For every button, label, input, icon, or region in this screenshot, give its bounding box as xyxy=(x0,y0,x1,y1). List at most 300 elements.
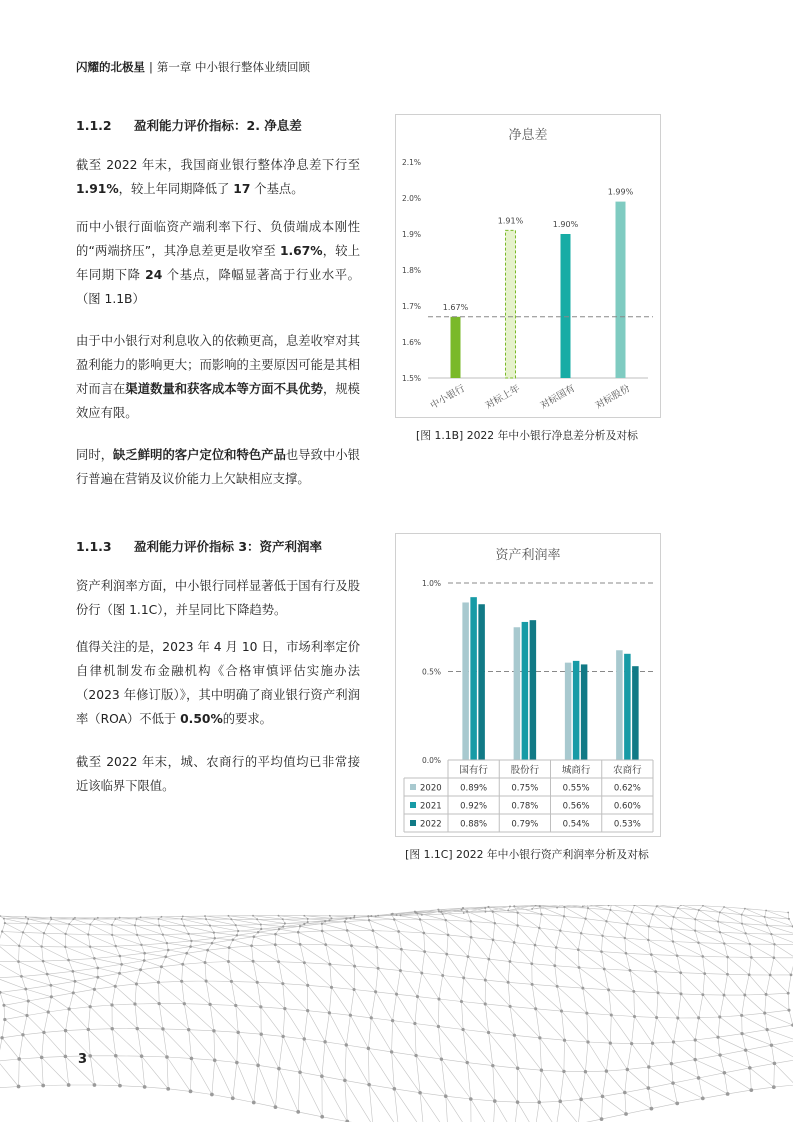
mesh-node xyxy=(252,960,255,963)
table-cell: 0.78% xyxy=(511,801,539,812)
mesh-node xyxy=(484,907,486,909)
mesh-node xyxy=(723,1071,727,1075)
mesh-node xyxy=(438,911,440,913)
header-chapter: 第一章 中小银行整体业绩回顾 xyxy=(156,60,311,74)
mesh-node xyxy=(231,1096,235,1100)
mesh-node xyxy=(17,1057,21,1061)
mesh-node xyxy=(328,963,331,966)
mesh-node xyxy=(442,913,444,915)
legend-swatch-2021 xyxy=(410,802,416,808)
mesh-node xyxy=(414,1054,417,1057)
mesh-node xyxy=(307,921,309,923)
mesh-node xyxy=(320,1115,324,1119)
mesh-node xyxy=(328,1011,331,1014)
mesh-node xyxy=(587,907,589,909)
mesh-node xyxy=(17,1085,21,1089)
mesh-node xyxy=(281,1035,284,1038)
mesh-node xyxy=(400,914,402,916)
mesh-node xyxy=(741,923,743,925)
y-tick-label: 1.5% xyxy=(402,374,422,383)
mesh-node xyxy=(143,959,146,962)
header-brand: 闪耀的北极星 xyxy=(76,60,145,74)
mesh-node xyxy=(296,1110,300,1114)
mesh-node xyxy=(670,1062,673,1065)
mesh-node xyxy=(74,917,76,919)
mesh-node xyxy=(766,1028,769,1031)
y-tick-label: 1.7% xyxy=(402,302,422,311)
mesh-node xyxy=(303,961,306,964)
mesh-node xyxy=(634,905,636,906)
decorative-mesh-image xyxy=(0,905,793,1122)
mesh-node xyxy=(256,918,258,920)
mesh-node xyxy=(370,915,372,917)
mesh-node xyxy=(441,974,444,977)
mesh-node xyxy=(744,932,746,934)
mesh-node xyxy=(676,1016,679,1019)
mesh-node xyxy=(140,1054,144,1058)
section-1-paragraph-3: 由于中小银行对利息收入的依赖更高，息差收窄对其盈利能力的影响更大；而影响的主要原因可能是其相对而言在渠道数量和获客成本等方面不具优势，规模效应有限。 xyxy=(76,334,360,420)
mesh-node xyxy=(320,1074,324,1078)
mesh-node xyxy=(509,1005,512,1008)
mesh-node xyxy=(537,1100,541,1104)
mesh-node xyxy=(47,923,49,925)
mesh-node xyxy=(281,982,284,985)
mesh-node xyxy=(26,922,28,924)
mesh-node xyxy=(164,955,167,958)
mesh-node xyxy=(256,1064,260,1068)
roa-chart xyxy=(395,533,661,837)
bar-股份行-2020 xyxy=(514,627,521,760)
mesh-node xyxy=(143,1085,147,1089)
table-cell: 0.88% xyxy=(460,819,488,830)
mesh-node xyxy=(555,946,558,949)
bar-股份行-2021 xyxy=(522,622,529,760)
mesh-node xyxy=(393,918,395,920)
mesh-node xyxy=(303,1037,306,1040)
mesh-node xyxy=(697,1076,701,1080)
x-tick-label: 城商行 xyxy=(561,765,591,776)
header-separator: | xyxy=(149,60,153,74)
y-tick-label: 0.0% xyxy=(422,756,442,765)
mesh-node xyxy=(120,963,123,966)
mesh-node xyxy=(581,987,584,990)
mesh-node xyxy=(494,922,496,924)
mesh-node xyxy=(237,930,239,932)
mesh-node xyxy=(484,911,486,913)
mesh-node xyxy=(560,1010,563,1013)
mesh-node xyxy=(694,1038,697,1041)
bar-城商行-2021 xyxy=(573,661,580,760)
mesh-node xyxy=(274,1105,278,1109)
table-cell: 0.55% xyxy=(562,783,590,794)
mesh-node xyxy=(230,918,232,920)
mesh-node xyxy=(672,940,674,942)
mesh-node xyxy=(64,946,66,948)
mesh-node xyxy=(213,1058,217,1062)
x-tick-label: 农商行 xyxy=(613,765,642,776)
mesh-node xyxy=(788,918,790,920)
mesh-node xyxy=(396,914,398,916)
mesh-node xyxy=(607,988,610,991)
mesh-node xyxy=(367,915,369,917)
mesh-node xyxy=(236,934,238,936)
mesh-node xyxy=(633,1015,636,1018)
mesh-node xyxy=(540,1069,543,1072)
mesh-node xyxy=(375,946,378,949)
mesh-node xyxy=(277,1067,281,1071)
mesh-node xyxy=(462,976,465,979)
mesh-node xyxy=(577,948,580,951)
mesh-node xyxy=(260,923,262,925)
mesh-node xyxy=(484,1002,487,1005)
mesh-node xyxy=(368,919,370,921)
mesh-node xyxy=(298,1070,302,1074)
mesh-node xyxy=(227,960,230,963)
mesh-node xyxy=(787,1009,790,1012)
data-label: 1.90% xyxy=(552,220,579,229)
mesh-node xyxy=(3,1018,6,1021)
mesh-node xyxy=(67,959,70,962)
mesh-node xyxy=(158,918,160,920)
mesh-node xyxy=(87,1028,90,1031)
mesh-node xyxy=(466,1061,469,1064)
mesh-node xyxy=(181,918,183,920)
mesh-node xyxy=(390,1050,393,1053)
mesh-node xyxy=(461,909,463,911)
mesh-node xyxy=(790,973,793,976)
mesh-node xyxy=(420,972,423,975)
mesh-node xyxy=(228,915,230,917)
mesh-node xyxy=(391,1019,394,1022)
mesh-node xyxy=(46,973,49,976)
mesh-node xyxy=(299,943,302,946)
mesh-node xyxy=(349,917,351,919)
mesh-node xyxy=(278,915,280,917)
chart-title: 资产利润率 xyxy=(495,548,561,563)
mesh-node xyxy=(182,916,184,918)
mesh-node xyxy=(17,960,20,963)
mesh-node xyxy=(723,994,726,997)
mesh-node xyxy=(507,910,509,912)
mesh-node xyxy=(609,1042,612,1045)
mesh-node xyxy=(697,1016,700,1019)
mesh-node xyxy=(160,965,163,968)
mesh-node xyxy=(609,909,611,911)
bar-国有行-2020 xyxy=(462,602,469,760)
bar-农商行-2020 xyxy=(616,650,623,760)
mesh-node xyxy=(22,931,24,933)
mesh-node xyxy=(586,1040,589,1043)
section-2-paragraph-3: 截至 2022 年末，城、农商行的平均值均已非常接近该临界下限值。 xyxy=(76,755,360,793)
mesh-node xyxy=(67,1007,70,1010)
mesh-node xyxy=(418,1091,422,1095)
mesh-node xyxy=(626,1068,629,1071)
mesh-node xyxy=(283,1007,286,1010)
mesh-node xyxy=(136,934,138,936)
net-interest-margin-chart xyxy=(395,114,661,418)
data-label: 1.67% xyxy=(442,302,469,312)
mesh-node xyxy=(324,920,326,922)
mesh-node xyxy=(114,945,116,947)
mesh-node xyxy=(437,1025,440,1028)
x-tick-label: 股份行 xyxy=(510,765,540,776)
mesh-node xyxy=(278,928,280,930)
mesh-node xyxy=(253,935,256,938)
mesh-node xyxy=(513,941,516,944)
figure-1-1c-caption: [图 1.1C] 2022 年中小银行资产利润率分析及对标 xyxy=(405,848,649,861)
mesh-node xyxy=(559,929,561,931)
y-tick-label: 1.0% xyxy=(422,579,442,588)
mesh-node xyxy=(50,918,52,920)
mesh-node xyxy=(397,930,400,933)
mesh-node xyxy=(321,930,324,933)
mesh-node xyxy=(672,1040,675,1043)
mesh-node xyxy=(743,994,746,997)
mesh-node xyxy=(118,972,121,975)
mesh-node xyxy=(166,942,168,944)
mesh-node xyxy=(0,991,2,994)
mesh-node xyxy=(513,1034,516,1037)
mesh-node xyxy=(726,956,729,959)
mesh-node xyxy=(516,1067,519,1070)
mesh-node xyxy=(41,1084,45,1088)
mesh-node xyxy=(584,1070,587,1073)
mesh-node xyxy=(157,981,160,984)
mesh-node xyxy=(562,1070,565,1073)
mesh-node xyxy=(694,930,696,932)
mesh-node xyxy=(395,993,398,996)
mesh-node xyxy=(467,955,470,958)
mesh-node xyxy=(679,971,682,974)
section-2-number: 1.1.3 xyxy=(76,539,112,554)
mesh-node xyxy=(419,918,421,920)
mesh-node xyxy=(657,991,660,994)
mesh-node xyxy=(654,970,657,973)
mesh-node xyxy=(462,907,464,909)
mesh-node xyxy=(114,985,117,988)
mesh-node xyxy=(260,928,262,930)
mesh-node xyxy=(93,957,96,960)
mesh-node xyxy=(647,939,649,941)
mesh-node xyxy=(377,967,380,970)
mesh-node xyxy=(20,975,23,978)
mesh-node xyxy=(158,924,160,926)
mesh-node xyxy=(717,921,719,923)
mesh-node xyxy=(167,949,170,952)
mesh-node xyxy=(111,1027,114,1030)
mesh-node xyxy=(399,969,402,972)
mesh-node xyxy=(625,952,628,955)
mesh-node xyxy=(694,918,696,920)
mesh-node xyxy=(214,937,216,939)
y-tick-label: 1.6% xyxy=(402,338,422,347)
mesh-node xyxy=(211,942,214,945)
mesh-node xyxy=(445,953,448,956)
mesh-node xyxy=(470,920,472,922)
mesh-node xyxy=(773,943,775,945)
mesh-node xyxy=(740,1032,743,1035)
mesh-node xyxy=(180,980,183,983)
mesh-node xyxy=(235,924,237,926)
mesh-node xyxy=(284,922,286,924)
mesh-node xyxy=(71,970,74,973)
mesh-node xyxy=(64,1055,68,1059)
mesh-node xyxy=(119,955,122,958)
mesh-node xyxy=(487,958,490,961)
mesh-node xyxy=(648,925,650,927)
mesh-node xyxy=(274,933,277,936)
mesh-node xyxy=(676,954,679,957)
mesh-node xyxy=(136,1027,139,1030)
mesh-node xyxy=(718,1053,721,1056)
mesh-node xyxy=(492,911,494,913)
mesh-node xyxy=(190,940,192,942)
section-1-number: 1.1.2 xyxy=(76,118,112,133)
mesh-node xyxy=(210,1093,214,1097)
mesh-node xyxy=(650,953,653,956)
mesh-node xyxy=(25,1014,28,1017)
legend-label: 2020 xyxy=(420,783,442,794)
mesh-node xyxy=(323,1040,326,1043)
mesh-node xyxy=(377,915,379,917)
mesh-node xyxy=(307,918,309,920)
bar-股份行-2022 xyxy=(530,620,537,760)
mesh-node xyxy=(553,964,556,967)
mesh-node xyxy=(343,1079,347,1083)
mesh-node xyxy=(68,923,70,925)
legend-label: 2022 xyxy=(420,819,442,830)
mesh-node xyxy=(624,1112,628,1116)
mesh-node xyxy=(324,943,327,946)
mesh-node xyxy=(531,908,533,910)
mesh-node xyxy=(181,963,184,966)
mesh-node xyxy=(161,1027,164,1030)
mesh-node xyxy=(189,1090,193,1094)
mesh-node xyxy=(600,950,603,953)
bar-城商行-2020 xyxy=(565,663,572,760)
mesh-node xyxy=(111,924,113,926)
mesh-node xyxy=(601,935,603,937)
mesh-node xyxy=(531,983,534,986)
table-cell: 0.54% xyxy=(562,819,590,830)
section-1-title: 盈利能力评价指标：2. 净息差 xyxy=(134,118,302,133)
x-tick-label: 对标国有 xyxy=(538,383,577,412)
mesh-node xyxy=(350,944,353,947)
mesh-node xyxy=(133,1002,136,1005)
mesh-node xyxy=(135,982,138,985)
y-tick-label: 1.8% xyxy=(402,266,422,275)
mesh-node xyxy=(185,952,188,955)
roa-chart-svg xyxy=(396,534,660,836)
mesh-node xyxy=(765,910,767,912)
mesh-node xyxy=(3,918,5,920)
mesh-node xyxy=(563,915,565,917)
mesh-node xyxy=(605,1069,608,1072)
mesh-node xyxy=(329,915,331,917)
mesh-node xyxy=(487,906,489,908)
section-2-heading xyxy=(76,537,322,555)
mesh-node xyxy=(42,1031,45,1034)
mesh-node xyxy=(582,905,584,907)
mesh-node xyxy=(461,1028,464,1031)
mesh-node xyxy=(770,1043,773,1046)
mesh-node xyxy=(260,1033,263,1036)
mesh-lines xyxy=(0,905,793,1122)
mesh-node xyxy=(375,915,377,917)
mesh-node xyxy=(763,1012,766,1015)
mesh-node xyxy=(647,1065,650,1068)
mesh-node xyxy=(118,1084,122,1088)
mesh-node xyxy=(584,918,586,920)
mesh-node xyxy=(610,1013,613,1016)
mesh-node xyxy=(158,1002,161,1005)
mesh-node xyxy=(67,1083,71,1087)
mesh-node xyxy=(605,920,607,922)
mesh-node xyxy=(134,924,136,926)
mesh-node xyxy=(250,944,253,947)
net-interest-margin-chart-svg xyxy=(396,115,660,417)
mesh-node xyxy=(723,906,725,908)
mesh-node xyxy=(165,1055,169,1059)
mesh-node xyxy=(719,911,721,913)
mesh-node xyxy=(608,905,610,906)
table-cell: 0.89% xyxy=(460,783,488,794)
mesh-node xyxy=(787,912,789,914)
mesh-node xyxy=(421,914,423,916)
mesh-node xyxy=(675,1101,679,1105)
mesh-node xyxy=(444,1094,448,1098)
mesh-node xyxy=(463,912,465,914)
table-cell: 0.92% xyxy=(460,801,488,812)
mesh-node xyxy=(423,932,426,935)
mesh-node xyxy=(49,984,52,987)
legend-label: 2021 xyxy=(420,801,442,812)
mesh-node xyxy=(306,984,309,987)
mesh-node xyxy=(726,973,729,976)
mesh-node xyxy=(460,1000,463,1003)
mesh-node xyxy=(303,923,305,925)
page-number: 3 xyxy=(78,1052,88,1067)
mesh-node xyxy=(647,1086,651,1090)
bar-对标股份 xyxy=(616,202,626,378)
mesh-node xyxy=(509,905,511,907)
mesh-node xyxy=(235,1061,239,1065)
mesh-node xyxy=(719,931,721,933)
mesh-node xyxy=(367,1083,371,1087)
mesh-node xyxy=(516,924,518,926)
mesh-node xyxy=(393,1087,397,1091)
mesh-node xyxy=(183,925,185,927)
mesh-node xyxy=(630,1042,633,1045)
mesh-node xyxy=(693,1058,696,1061)
mesh-node xyxy=(624,937,626,939)
mesh-node xyxy=(257,931,259,933)
mesh-node xyxy=(484,979,487,982)
mesh-node xyxy=(208,1003,211,1006)
mesh-node xyxy=(534,1007,537,1010)
mesh-node xyxy=(601,1095,605,1099)
mesh-node xyxy=(259,1005,262,1008)
mesh-node xyxy=(773,1062,777,1066)
mesh-node xyxy=(673,916,675,918)
mesh-node xyxy=(556,907,558,909)
mesh-node xyxy=(166,1087,170,1091)
mesh-node xyxy=(766,924,768,926)
mesh-node xyxy=(390,913,392,915)
mesh-node xyxy=(701,955,704,958)
mesh-node xyxy=(88,1054,92,1058)
chart-title: 净息差 xyxy=(508,128,548,143)
